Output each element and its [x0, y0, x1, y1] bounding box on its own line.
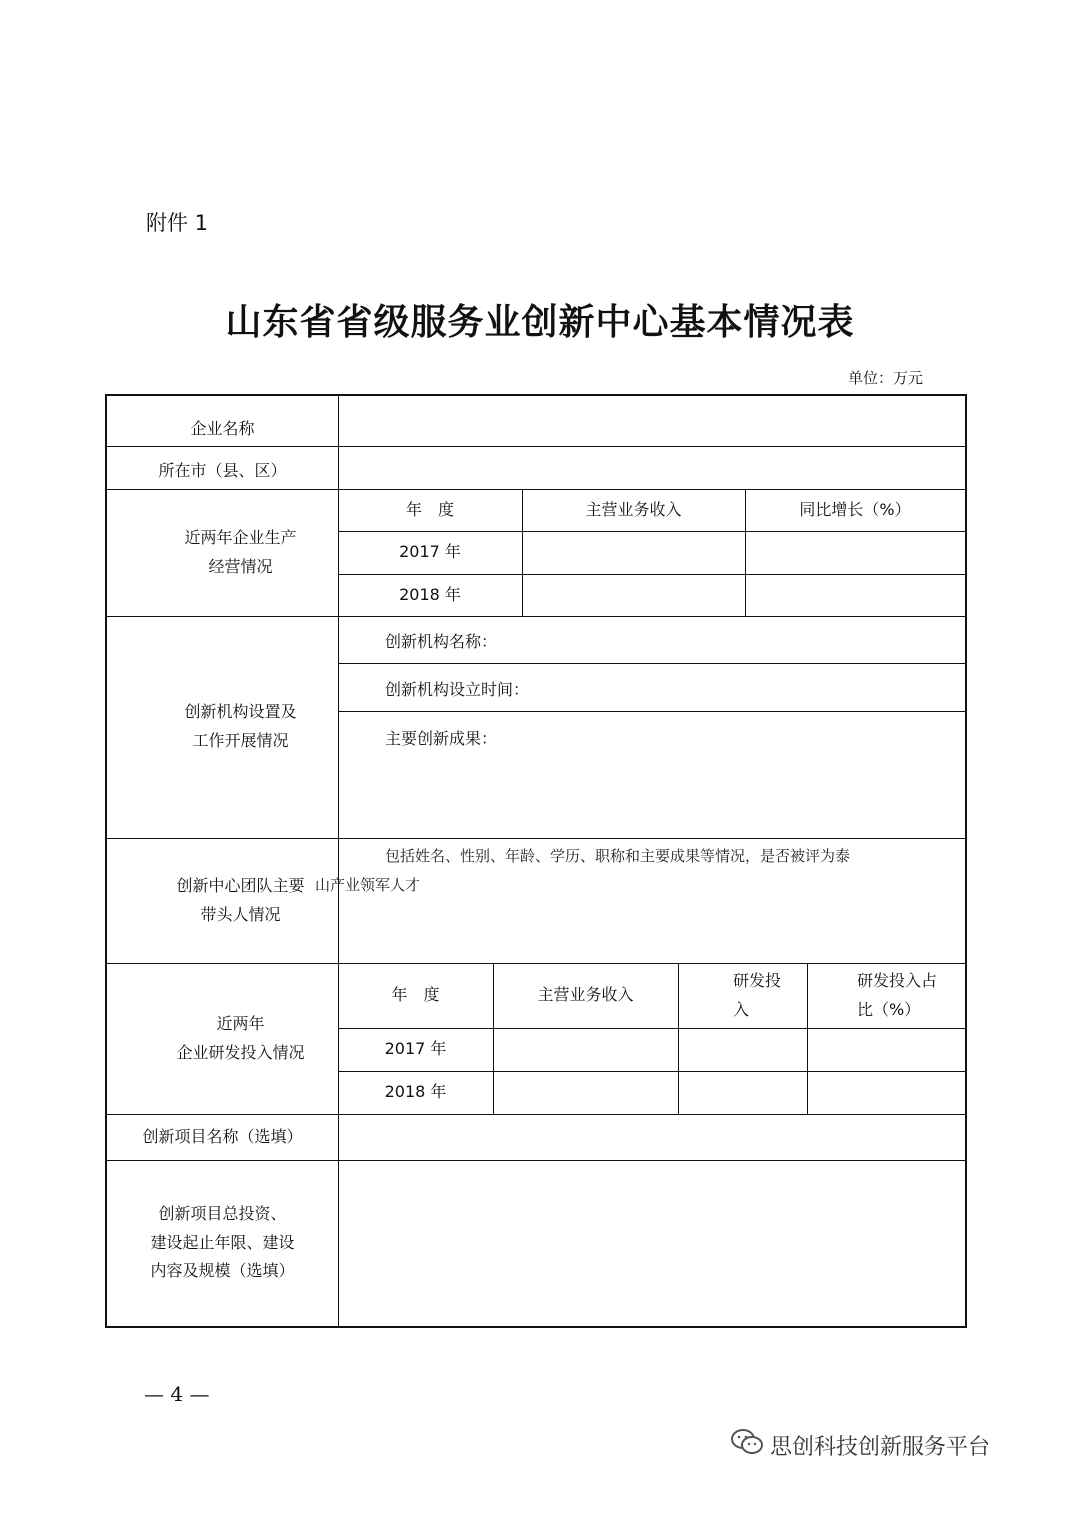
team-note	[315, 842, 960, 900]
location-label: 所在市（县、区）	[158, 460, 287, 480]
project-name-label: 创新项目名称（选填）	[142, 1126, 303, 1146]
info-table	[105, 394, 967, 1328]
op-header-revenue: 主营业务收入	[585, 499, 682, 519]
rd-header-revenue: 主营业务收入	[537, 985, 634, 1005]
team-note-line1: 包括姓名、性别、年龄、学历、职称和主要成果等情况，是否被评为泰	[385, 847, 851, 865]
op-header-year: 年 度	[405, 499, 454, 519]
rd-year-2018: 2018 年	[384, 1082, 447, 1102]
team-note-line2: 山产业领军人才	[315, 876, 421, 894]
project-detail-label: 创新项目总投资、 建设起止年限、建设 内容及规模（选填）	[150, 1203, 295, 1281]
op-year-2018: 2018 年	[399, 584, 461, 604]
attachment-label: 附件 1	[146, 211, 209, 235]
innovation-results-field: 主要创新成果：	[385, 729, 498, 748]
unit-label: 单位：万元	[848, 369, 924, 387]
rd-label: 近两年 企业研发投入情况	[176, 1013, 305, 1062]
innovation-label: 创新机构设置及 工作开展情况	[184, 702, 297, 750]
team-label: 创新中心团队主要 带头人情况	[176, 875, 305, 924]
watermark	[730, 1428, 990, 1462]
innovation-time-field: 创新机构设立时间：	[385, 680, 530, 699]
rd-header-investment: 研发投 入	[733, 970, 782, 1019]
page-title: 山东省省级服务业创新中心基本情况表	[225, 301, 855, 343]
rd-header-ratio: 研发投入占 比（%）	[857, 970, 938, 1019]
op-header-growth: 同比增长（%）	[799, 499, 911, 519]
op-year-2017: 2017 年	[399, 542, 461, 562]
rd-header-year: 年 度	[391, 985, 440, 1005]
company-name-label: 企业名称	[190, 418, 255, 438]
wechat-icon	[730, 1428, 764, 1462]
innovation-name-field: 创新机构名称：	[385, 632, 498, 651]
watermark-text: 思创科技创新服务平台	[770, 1434, 991, 1460]
rd-year-2017: 2017 年	[384, 1039, 447, 1059]
operation-label: 近两年企业生产 经营情况	[184, 527, 297, 576]
page-number: — 4 —	[144, 1382, 210, 1406]
